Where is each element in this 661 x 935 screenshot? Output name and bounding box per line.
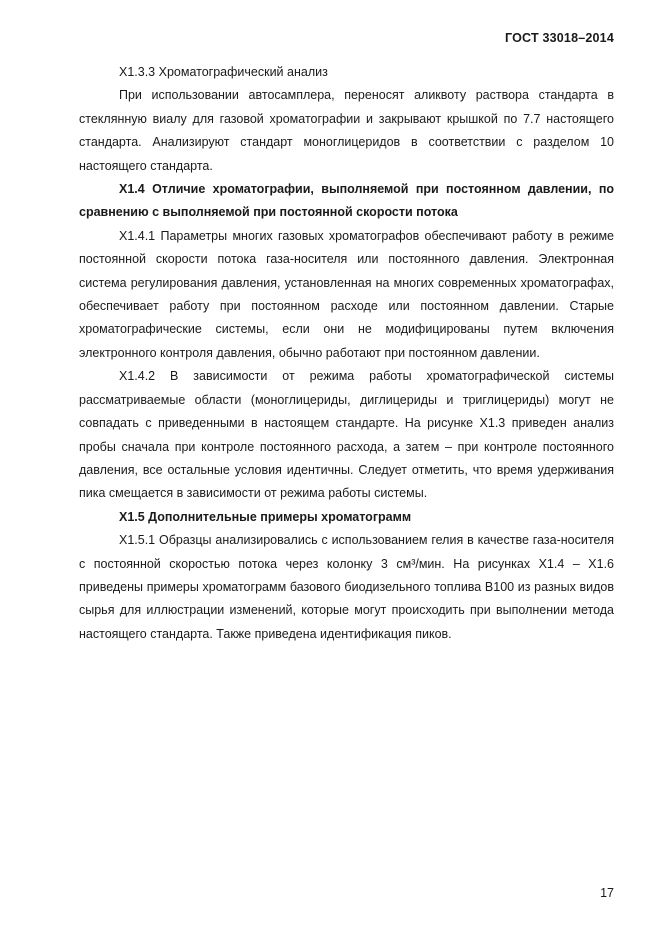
paragraph-x1-4-1: X1.4.1 Параметры многих газовых хроматографов обеспечивают работу в режиме постоянной скорости потока газа-носителя или постоянного давления. Электронная система регулирования давления, установленная на многих современных хроматографах, обеспечивает работу при постоянном расходе или постоянном давлении. Старые хроматографические системы, если они не модифицированы путем включения электронного контроля давления, обычно работают при постоянном давлении. bbox=[79, 228, 614, 360]
section-heading-x1-4: X1.4 Отличие хроматографии, выполняемой при постоянном давлении, по сравнению с выполняемой при постоянной скорости потока bbox=[79, 182, 614, 220]
subheading-x1-3-3: X1.3.3 Хроматографический анализ bbox=[119, 65, 328, 79]
document-body bbox=[79, 61, 614, 646]
section-heading-x1-5: X1.5 Дополнительные примеры хроматограмм bbox=[119, 509, 412, 524]
paragraph-x1-5-1: X1.5.1 Образцы анализировались с использованием гелия в качестве газа-носителя с постоянной скоростью потока через колонку 3 см³/мин. На рисунках X1.4 – X1.6 приведены примеры хроматограмм базового биодизельного топлива B100 из разных видов сырья для иллюстрации изменений, которые могут происходить при выполнении метода настоящего стандарта. Также приведена идентификация пиков. bbox=[79, 533, 614, 641]
document-standard-id: ГОСТ 33018–2014 bbox=[505, 31, 614, 45]
page-number: 17 bbox=[600, 886, 614, 900]
paragraph-x1-3-3-body: При использовании автосамплера, переносят аликвоту раствора стандарта в стеклянную виалу для газовой хроматографии и закрывают крышкой по 7.7 настоящего стандарта. Анализируют стандарт моноглицеридов в соответствии с разделом 10 настоящего стандарта. bbox=[79, 88, 614, 173]
paragraph-x1-4-2: X1.4.2 В зависимости от режима работы хроматографической системы рассматриваемые области (моноглицериды, диглицериды и триглицериды) могут не совпадать с приведенными в настоящем стандарте. На рисунке X1.3 приведен анализ пробы сначала при контроле постоянного расхода, а затем – при контроле постоянного давления, все остальные условия идентичны. Следует отметить, что время удерживания пика смещается в зависимости от режима работы системы. bbox=[79, 369, 614, 501]
